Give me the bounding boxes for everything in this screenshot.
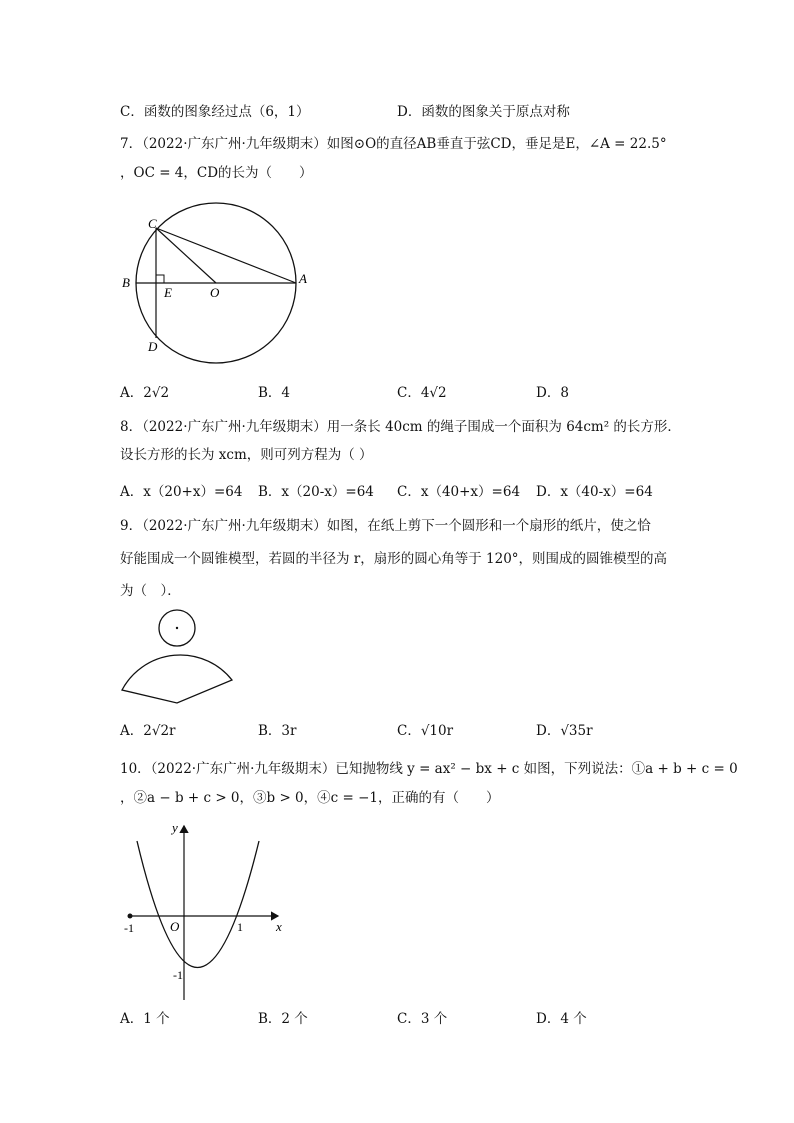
q7-option-a: A．2√2 (120, 385, 170, 401)
label-y: y (172, 820, 178, 835)
q7-option-d: D．8 (536, 385, 569, 401)
q7-option-c: C．4√2 (397, 385, 447, 401)
q7-stem-line2: ，OC = 4，CD的长为（ ） (120, 165, 313, 181)
q9-option-c: C．√10r (397, 723, 454, 739)
q8-stem-line2: 设长方形的长为 xcm，则可列方程为（ ） (120, 447, 373, 463)
parabola-curve (137, 841, 259, 968)
label-a: A (299, 271, 307, 286)
label-d: D (148, 339, 158, 354)
right-angle-mark (156, 275, 164, 283)
q9-stem-line1: 9．（2022·广东广州·九年级期末）如图，在纸上剪下一个圆形和一个扇形的纸片，使之恰 (120, 518, 651, 534)
q10-stem-line1: 10．（2022·广东广州·九年级期末）已知抛物线 y = ax² − bx + c 如图，下列说法：①a + b + c = 0 (120, 761, 738, 777)
q9-stem-line2: 好能围成一个圆锥模型，若圆的半径为 r，扇形的圆心角等于 120°，则围成的圆锥模型的高 (120, 551, 668, 567)
label-one: 1 (237, 920, 243, 934)
q9-option-a: A．2√2r (120, 723, 176, 739)
segment-ca (156, 228, 296, 283)
q9-option-b: B．3r (258, 723, 297, 739)
q6-option-d: D．函数的图象关于原点对称 (397, 104, 570, 120)
sector (122, 655, 232, 703)
q9-cone-net-figure (118, 605, 238, 705)
q8-option-a: A．x（20+x）=64 (120, 484, 243, 500)
label-x: x (276, 919, 282, 934)
q10-option-a: A．1 个 (120, 1011, 170, 1027)
q10-parabola-figure (120, 818, 290, 1000)
q8-stem-line1: 8．（2022·广东广州·九年级期末）用一条长 40cm 的绳子围成一个面积为 64cm² 的长方形． (120, 419, 681, 435)
label-neg1-x: -1 (124, 921, 134, 935)
q7-stem-line1: 7．（2022·广东广州·九年级期末）如图⊙O的直径AB垂直于弦CD，垂足是E，∠A = 22.5° (120, 136, 667, 152)
q10-option-d: D．4 个 (536, 1011, 587, 1027)
point-neg1 (128, 914, 133, 919)
label-b: B (122, 275, 130, 290)
q9-option-d: D．√35r (536, 723, 593, 739)
q7-option-b: B．4 (258, 385, 291, 401)
label-c: C (148, 216, 157, 231)
q10-option-c: C．3 个 (397, 1011, 448, 1027)
label-origin: O (170, 919, 180, 934)
q8-option-b: B．x（20-x）=64 (258, 484, 374, 500)
q8-option-d: D．x（40-x）=64 (536, 484, 653, 500)
q8-option-c: C．x（40+x）=64 (397, 484, 521, 500)
q10-option-b: B．2 个 (258, 1011, 308, 1027)
label-e: E (164, 285, 172, 300)
q6-option-c: C．函数的图象经过点（6，1） (120, 104, 310, 120)
q9-stem-line3: 为（ ）． (120, 583, 181, 599)
base-circle-center (176, 627, 178, 629)
segment-co (156, 228, 216, 283)
q10-stem-line2: ，②a − b + c > 0，③b > 0，④c = −1，正确的有（ ） (120, 790, 500, 806)
label-o: O (210, 285, 220, 300)
q7-circle-figure (118, 210, 318, 360)
label-neg1-y: -1 (173, 968, 183, 982)
